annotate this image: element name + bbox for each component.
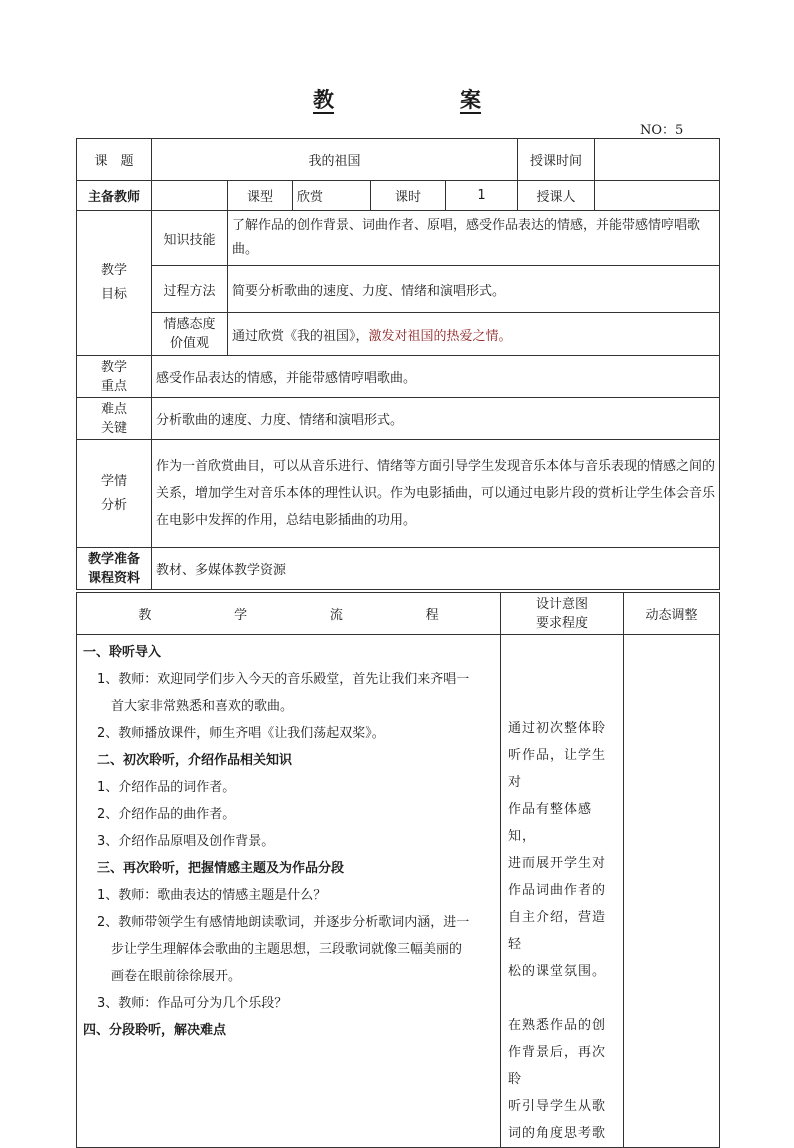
design-note-line: 进而展开学生对 (508, 856, 607, 871)
design-note-line: 松的课堂氛围。 (508, 964, 607, 979)
adjust-cell (624, 635, 720, 1148)
title-left: 教 (313, 87, 334, 112)
goal-attitude-text (228, 313, 720, 356)
design-note-line: 在熟悉作品的创 (508, 1018, 607, 1033)
design-header-line1: 设计意图 (535, 596, 588, 612)
type-label: 课型 (228, 181, 293, 211)
time-value (595, 139, 720, 181)
flow-section-heading: 四、分段聆听，解决难点 (83, 1023, 227, 1038)
difficulty-label (77, 398, 152, 440)
focus-text: 感受作品表达的情感，并能带感情哼唱歌曲。 (152, 356, 720, 398)
analysis-text: 作为一首欣赏曲目，可以从音乐进行、情绪等方面引导学生发现音乐本体与音乐表现的情感之间的关系，增加学生对音乐本体的理性认识。作为电影插曲，可以通过电影片段的赏析让学生体会音乐在电影中发挥的作用，总结电影插曲的功用。 (152, 440, 720, 548)
lecturer-value (595, 181, 720, 211)
design-note-line: 听引导学生从歌 (508, 1099, 607, 1114)
goals-label (77, 211, 152, 356)
flow-steps (77, 635, 500, 1044)
analysis-label-line2: 分析 (100, 497, 127, 513)
flow-step-line: 1、教师：歌曲表达的情感主题是什么？ (97, 888, 327, 903)
teaching-flow-table (76, 592, 720, 1148)
goal-attitude-label (152, 313, 228, 356)
goal-skill-label: 知识技能 (152, 211, 228, 266)
analysis-label-line1: 学情 (100, 473, 127, 489)
difficulty-label-line1: 难点 (100, 401, 127, 417)
goals-label-line1: 教学 (100, 263, 127, 278)
design-note-line: 作品词曲作者的 (508, 883, 607, 898)
goal-skill-text: 了解作品的创作背景、词曲作者、原唱，感受作品表达的情感，并能带感情哼唱歌曲。 (228, 211, 720, 266)
difficulty-label-line2: 关键 (100, 420, 127, 436)
goals-label-line2: 目标 (100, 287, 127, 302)
analysis-label (77, 440, 152, 548)
flow-step-line: 画卷在眼前徐徐展开。 (111, 969, 242, 984)
lecturer-label: 授课人 (518, 181, 595, 211)
document-number: NO：5 (640, 123, 684, 138)
type-value: 欣赏 (293, 181, 371, 211)
flow-head-char-1: 教 (138, 608, 152, 623)
prep-label-line1: 教学准备 (87, 551, 140, 567)
flow-section-heading: 三、再次聆听，把握情感主题及为作品分段 (97, 861, 345, 876)
document-title (0, 84, 794, 114)
prep-text: 教材、多媒体教学资源 (152, 548, 720, 590)
prep-label (77, 548, 152, 590)
goal-method-label: 过程方法 (152, 266, 228, 313)
goal-attitude-label-line2: 价值观 (169, 336, 209, 351)
teacher-value (152, 181, 228, 211)
design-note-line: 听作品，让学生对 (508, 748, 607, 790)
goal-attitude-text-a: 通过欣赏《我的祖国》， (232, 328, 369, 344)
lesson-info-table (76, 138, 720, 590)
hours-label: 课时 (371, 181, 446, 211)
flow-step-line: 步让学生理解体会歌曲的主题思想，三段歌词就像三幅美丽的 (111, 942, 463, 957)
design-note-line (508, 985, 618, 1012)
flow-steps-cell (77, 635, 501, 1148)
hours-value: 1 (446, 181, 518, 211)
flow-head-char-2: 学 (234, 608, 248, 623)
design-cell (501, 635, 624, 1148)
design-notes (501, 635, 623, 1147)
flow-step-line: 2、教师带领学生有感情地朗读歌词，并逐步分析歌词内涵，进一 (97, 915, 470, 930)
flow-section-heading: 一、聆听导入 (83, 645, 162, 660)
flow-step-line: 2、介绍作品的曲作者。 (97, 807, 236, 822)
focus-label (77, 356, 152, 398)
prep-label-line2: 课程资料 (87, 570, 140, 586)
flow-step-line: 首大家非常熟悉和喜欢的歌曲。 (111, 699, 294, 714)
flow-section-heading: 二、初次聆听，介绍作品相关知识 (97, 753, 293, 768)
title-right: 案 (460, 87, 481, 112)
design-header (501, 593, 624, 635)
flow-step-line: 1、介绍作品的词作者。 (97, 780, 236, 795)
adjust-header: 动态调整 (624, 593, 720, 635)
flow-step-line: 3、介绍作品原唱及创作背景。 (97, 834, 275, 849)
focus-label-line1: 教学 (100, 359, 127, 375)
flow-step-line: 3、教师：作品可分为几个乐段？ (97, 996, 288, 1011)
teacher-label: 主备教师 (77, 181, 152, 211)
difficulty-text: 分析歌曲的速度、力度、情绪和演唱形式。 (152, 398, 720, 440)
topic-label: 课 题 (77, 139, 152, 181)
design-note-line: 词的角度思考歌 (508, 1126, 607, 1141)
design-note-line: 自主介绍，营造轻 (508, 910, 607, 952)
goal-attitude-text-b: 激发对祖国的热爱之情。 (368, 328, 512, 344)
design-note-line: 作背景后，再次聆 (508, 1045, 607, 1087)
flow-header (77, 593, 501, 635)
time-label: 授课时间 (518, 139, 595, 181)
design-note-line: 作品有整体感知， (508, 802, 593, 844)
flow-step-line: 1、教师：欢迎同学们步入今天的音乐殿堂，首先让我们来齐唱一 (97, 672, 470, 687)
goal-attitude-label-line1: 情感态度 (163, 317, 216, 332)
flow-step-line: 2、教师播放课件，师生齐唱《让我们荡起双桨》。 (97, 726, 385, 741)
goal-method-text: 简要分析歌曲的速度、力度、情绪和演唱形式。 (228, 266, 720, 313)
flow-head-char-4: 程 (425, 608, 439, 623)
topic-value: 我的祖国 (152, 139, 518, 181)
flow-head-char-3: 流 (329, 608, 343, 623)
focus-label-line2: 重点 (100, 378, 127, 394)
design-note-line: 通过初次整体聆 (508, 721, 607, 736)
design-header-line2: 要求程度 (535, 615, 588, 631)
